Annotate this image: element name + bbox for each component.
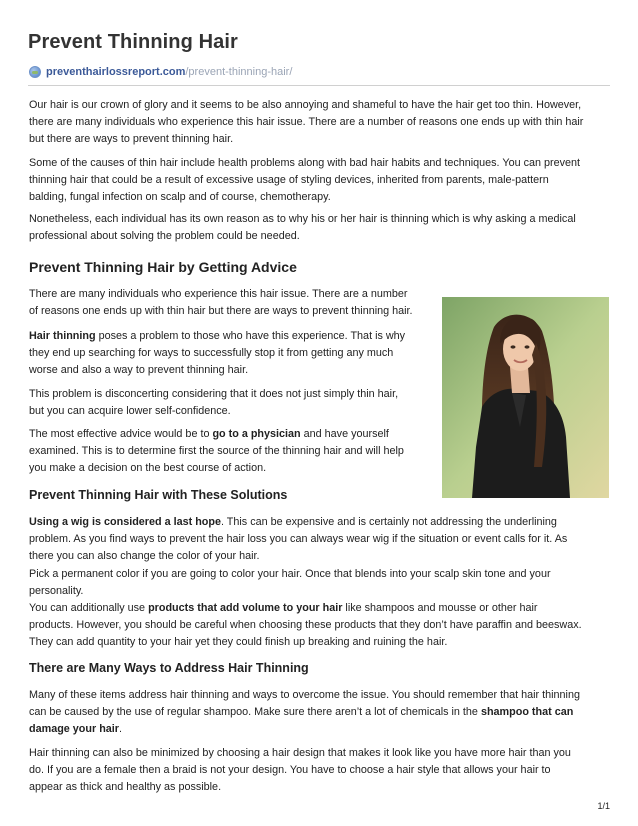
source-link[interactable] [29,66,292,78]
advice-paragraph-3 [29,386,439,420]
solutions-paragraph-1 [29,514,607,600]
page-number: 1/1 [597,801,610,811]
bold-term: Hair thinning [29,330,96,342]
text-line: of reasons one ends up with thin hair but there are ways to prevent thinning hair. [29,305,413,318]
text-line: Pick a permanent color if you are going to color your hair. Once that blends into your scalp skin tone and your [29,567,551,580]
header-divider [28,85,610,86]
text-fragment: . This can be expensive and is certainly not addressing the underlining [221,516,557,528]
text-line: This problem is disconcerting considering that it does not just simply thin hair, [29,388,399,400]
text-fragment: like shampoos and mousse or other hair [342,602,538,614]
text-line: Many of these items address hair thinning and ways to overcome the issue. You should remember that hair thinning [29,689,580,701]
ways-paragraph-1 [29,687,607,739]
ways-paragraph-2 [29,745,607,797]
text-line: appear as thick and healthy as possible. [29,781,222,794]
bold-term: shampoo that can [480,706,574,719]
bold-term: damage your hair [29,723,120,736]
text-line: personality. [29,584,84,597]
bold-term: Using a wig is considered a last hope [29,516,221,528]
text-line: There are many individuals who experience this hair issue. There are a number [29,288,408,300]
text-line: thinning hair that could be a result of excessive usage of styling devices, inherited from parents, male-pattern [29,174,549,187]
text-line: products. However, you should be careful when choosing these products that they don’t have paraffin and beeswax. [29,619,582,632]
source-path[interactable]: /prevent-thinning-hair/ [185,66,293,78]
text-line: Hair thinning can also be minimized by choosing a hair design that makes it look like you have more hair than you [29,747,571,759]
text-line: professional about solving the problem could be needed. [29,230,300,243]
text-line: They can add quantity to your hair yet they could finish up breaking and ruining the hair. [29,636,448,649]
text-fragment: You can additionally use [29,602,149,614]
woman-illustration [442,297,609,498]
woman-photo [442,297,609,498]
text-line: there you can also change the color of your hair. [29,550,260,563]
text-line: they end up searching for ways to successfully stop it from getting any much [29,347,394,360]
section-heading-advice: Prevent Thinning Hair by Getting Advice [29,259,297,275]
text-line: balding, fungal infection on scalp and of course, chemotherapy. [29,191,331,204]
advice-paragraph-2 [29,328,439,380]
text-line: you make a decision on the best course of action. [29,462,267,475]
globe-icon [29,66,41,78]
solutions-paragraph-2 [29,600,607,652]
text-line: Nonetheless, each individual has its own reason as to why his or her hair is thinning which is why asking a medical [29,213,576,225]
text-line: examined. This is to determine first the source of the thinning hair and will help [29,445,404,458]
text-fragment: can be caused by the use of regular shampoo. Make sure there aren’t a lot of chemicals in the [29,706,481,719]
bold-term: go to a physician [212,428,301,440]
text-fragment: . [119,723,123,736]
text-line: there are many individuals who experience this hair issue. There are a number of reasons one ends up with thin hair [29,116,584,129]
text-line: problem. As you find ways to prevent the hair loss you can always wear wig if the situation or event calls for it. As [29,533,568,546]
intro-paragraph-1 [29,97,607,149]
text-fragment: poses a problem to those who have this experience. That is why [95,330,406,342]
text-line: do. If you are a female then a braid is not your design. You have to choose a hair style that allows your hair to [29,764,551,777]
text-line: but you can acquire lower self-confidence. [29,405,231,418]
bold-term: products that add volume to your hair [148,602,343,614]
text-line: Some of the causes of thin hair include health problems along with bad hair habits and techniques. You can prevent [29,157,581,169]
section-heading-ways: There are Many Ways to Address Hair Thinning [29,661,309,675]
section-heading-solutions: Prevent Thinning Hair with These Solutions [29,488,288,502]
text-line: but there are ways to prevent thinning hair. [29,133,234,146]
text-fragment: The most effective advice would be to [29,428,213,440]
text-line: Our hair is our crown of glory and it seems to be also annoying and shameful to have the hair get too thin. However, [29,99,582,111]
text-line: worse and also a way to prevent thinning hair. [29,364,249,377]
advice-paragraph-4 [29,426,439,478]
text-fragment: and have yourself [300,428,389,440]
page-title: Prevent Thinning Hair [28,31,238,53]
intro-paragraph-2 [29,155,607,207]
advice-paragraph-1 [29,286,439,320]
source-domain[interactable]: preventhairlossreport.com [46,66,186,78]
intro-paragraph-3 [29,211,607,245]
